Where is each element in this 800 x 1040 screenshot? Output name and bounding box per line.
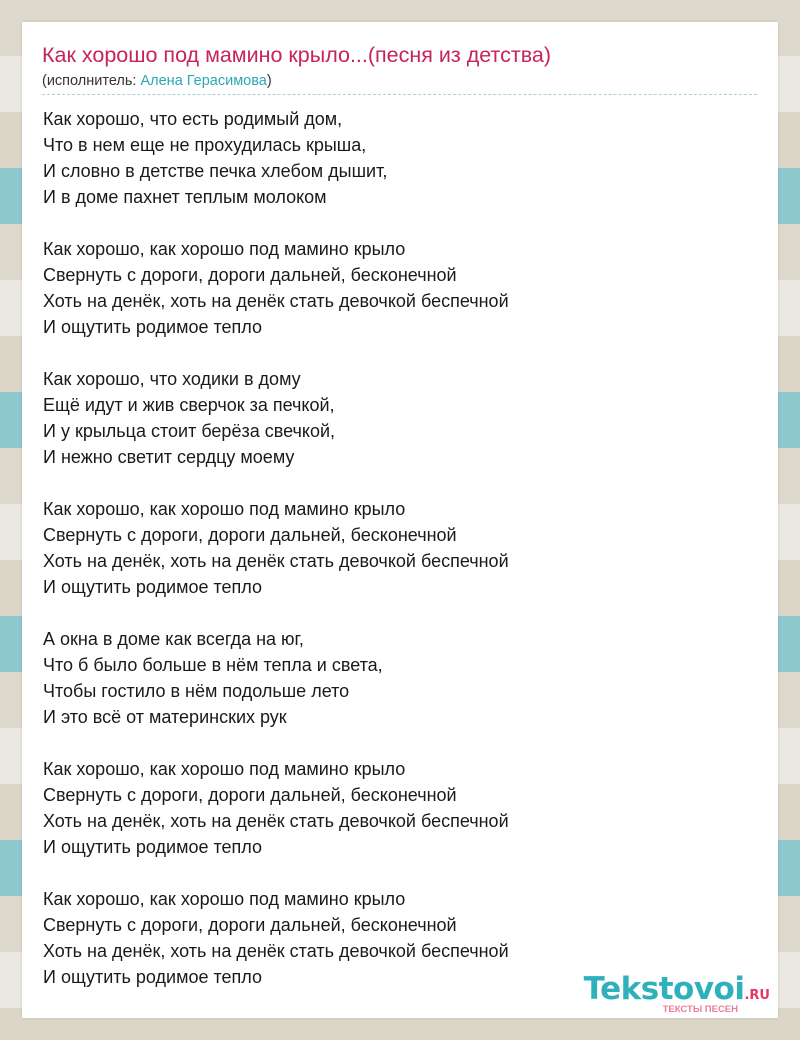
lyric-line: Как хорошо, как хорошо под мамино крыло (43, 889, 406, 909)
performer-line (42, 73, 272, 89)
lyric-line: Хоть на денёк, хоть на денёк стать девочкой беспечной (43, 291, 509, 311)
artist-link[interactable]: Алена Герасимова (140, 73, 267, 89)
lyric-line: Свернуть с дороги, дороги дальней, бесконечной (43, 265, 457, 285)
lyric-line: Хоть на денёк, хоть на денёк стать девочкой беспечной (43, 551, 509, 571)
lyric-line: И словно в детстве печка хлебом дышит, (43, 161, 388, 181)
lyric-line: Как хорошо, как хорошо под мамино крыло (43, 759, 406, 779)
lyric-line: Что в нем еще не прохудилась крыша, (43, 135, 367, 155)
lyric-line: И ощутить родимое тепло (43, 317, 262, 337)
performer-close: ) (266, 73, 272, 89)
lyric-line: Что б было больше в нём тепла и света, (43, 655, 383, 675)
lyric-line: Как хорошо, как хорошо под мамино крыло (43, 499, 406, 519)
lyric-line: И ощутить родимое тепло (43, 967, 262, 987)
stanza (43, 756, 763, 860)
stanza (43, 236, 763, 340)
lyric-line: Ещё идут и жив сверчок за печкой, (43, 395, 335, 415)
logo-tagline: ТЕКСТЫ ПЕСЕН (662, 1004, 738, 1015)
lyric-line: Как хорошо, что ходики в дому (43, 369, 301, 389)
lyric-line: И ощутить родимое тепло (43, 577, 262, 597)
lyric-line: И у крыльца стоит берёза свечкой, (43, 421, 336, 441)
lyric-line: Свернуть с дороги, дороги дальней, бесконечной (43, 785, 457, 805)
lyric-line: А окна в доме как всегда на юг, (43, 629, 304, 649)
lyrics-sheet (22, 22, 778, 1018)
lyric-line: Как хорошо, что есть родимый дом, (43, 109, 343, 129)
header-divider (42, 94, 757, 95)
lyric-line: Хоть на денёк, хоть на денёк стать девочкой беспечной (43, 941, 509, 961)
stanza (43, 366, 763, 470)
lyric-line: И это всё от материнских рук (43, 707, 287, 727)
stanza (43, 106, 763, 210)
lyric-line: И в доме пахнет теплым молоком (43, 187, 327, 207)
lyric-line: И нежно светит сердцу моему (43, 447, 295, 467)
lyrics-body (43, 106, 763, 1016)
stanza (43, 496, 763, 600)
stanza (43, 626, 763, 730)
lyric-line: Хоть на денёк, хоть на денёк стать девочкой беспечной (43, 811, 509, 831)
logo-domain: .RU (744, 988, 770, 1003)
site-logo[interactable] (584, 973, 770, 1015)
performer-label: (исполнитель: (42, 73, 141, 89)
logo-wordmark: Tekstovoi (583, 971, 745, 1007)
lyric-line: Свернуть с дороги, дороги дальней, бесконечной (43, 525, 457, 545)
lyric-line: Как хорошо, как хорошо под мамино крыло (43, 239, 406, 259)
lyric-line: И ощутить родимое тепло (43, 837, 262, 857)
lyric-line: Свернуть с дороги, дороги дальней, бесконечной (43, 915, 457, 935)
song-title: Как хорошо под мамино крыло...(песня из детства) (42, 43, 552, 67)
lyric-line: Чтобы гостило в нём подольше лето (43, 681, 350, 701)
